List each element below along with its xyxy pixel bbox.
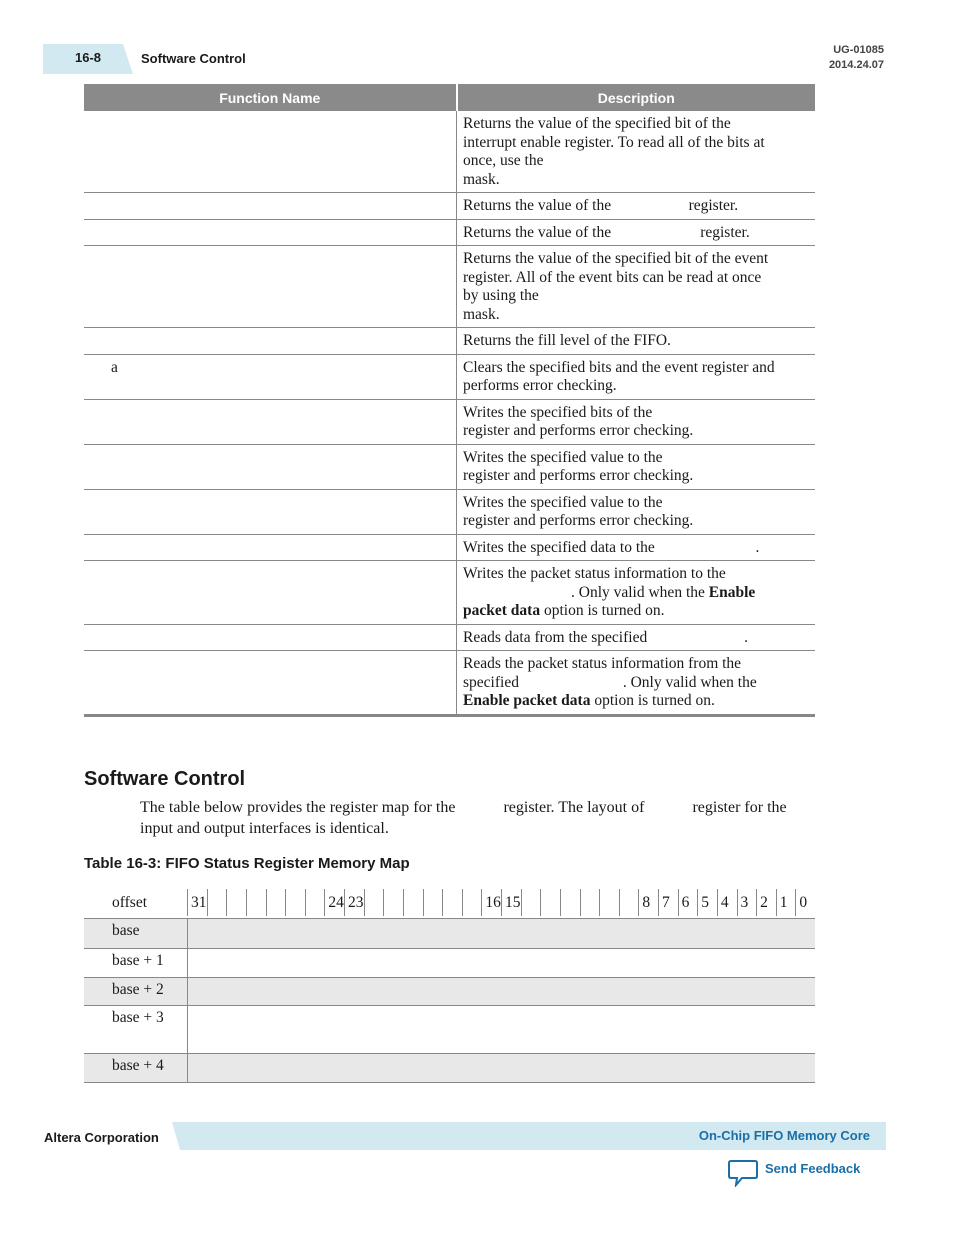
table-row <box>84 561 815 625</box>
description-line: Writes the specified value to the <box>463 448 663 466</box>
register-memory-map <box>84 889 815 1083</box>
description-line: once, use the <box>463 152 544 169</box>
description-line: Returns the value of the register. <box>463 223 750 241</box>
description-cell <box>457 489 816 534</box>
description-cell <box>457 193 816 220</box>
bit-label: 4 <box>720 894 729 911</box>
bit-column-divider <box>776 889 777 916</box>
bit-column-divider <box>599 889 600 916</box>
bit-column-divider <box>481 889 482 916</box>
function-table <box>84 84 815 717</box>
description-line: interrupt enable register. To read all of the bits at <box>463 133 765 151</box>
bit-column-divider <box>756 889 757 916</box>
bit-column-divider <box>383 889 384 916</box>
description-line: mask. <box>463 170 500 188</box>
bit-label: 0 <box>799 894 808 911</box>
bit-column-divider <box>324 889 325 916</box>
bit-label: 16 <box>485 894 501 911</box>
bit-column-divider <box>501 889 502 916</box>
bit-column-divider <box>423 889 424 916</box>
function-name-cell <box>84 534 457 561</box>
description-line: register. All of the event bits can be read at once <box>463 268 762 286</box>
table-row <box>84 534 815 561</box>
bit-label: 6 <box>681 894 690 911</box>
bit-label: 15 <box>505 894 521 911</box>
send-feedback-link[interactable]: Send Feedback <box>765 1161 861 1176</box>
bit-column-divider <box>697 889 698 916</box>
function-name-cell: a <box>84 354 457 399</box>
register-field-cell <box>187 949 699 977</box>
description-line: Returns the value of the specified bit of the event <box>463 250 769 267</box>
bit-column-divider <box>540 889 541 916</box>
paragraph-line: The table below provides the register map for the register. The layout of register for the <box>140 799 787 816</box>
function-name-cell <box>84 489 457 534</box>
register-field-cell <box>187 919 815 948</box>
description-line: Writes the specified value to the <box>463 493 663 511</box>
description-cell <box>457 399 816 444</box>
description-cell <box>457 624 816 651</box>
bit-column-divider <box>226 889 227 916</box>
register-row <box>84 919 815 949</box>
description-cell <box>457 328 816 355</box>
function-name-cell <box>84 111 457 193</box>
page-number: 16-8 <box>75 50 102 65</box>
bit-column-divider <box>344 889 345 916</box>
description-cell: Reads the packet status information from the specified . Only valid when the Enable packet data option is turned on. <box>457 651 816 716</box>
description-line: performs error checking. <box>463 377 617 394</box>
function-name-cell <box>84 624 457 651</box>
description-line: Returns the value of the register. <box>463 197 739 214</box>
register-field-cell <box>187 978 699 1005</box>
feedback-icon[interactable] <box>728 1159 758 1187</box>
table-row <box>84 111 815 193</box>
function-name-cell <box>84 444 457 489</box>
bit-column-divider <box>737 889 738 916</box>
document-id <box>829 43 884 73</box>
table-row <box>84 193 815 220</box>
table-row <box>84 399 815 444</box>
register-field-cell <box>698 949 815 977</box>
running-section-title: Software Control <box>141 51 246 66</box>
bit-column-divider <box>266 889 267 916</box>
bit-column-divider <box>678 889 679 916</box>
bit-column-divider <box>442 889 443 916</box>
description-line: by using the <box>463 287 539 304</box>
column-header-function-name: Function Name <box>84 84 457 111</box>
description-cell <box>457 246 816 328</box>
offset-label: offset <box>112 894 148 911</box>
table-row <box>84 354 815 399</box>
description-line: register and performs error checking. <box>463 422 694 439</box>
table-row <box>84 444 815 489</box>
function-name-cell <box>84 651 457 716</box>
bit-label: 31 <box>191 894 207 911</box>
description-cell <box>457 534 816 561</box>
column-header-description: Description <box>457 84 816 111</box>
bit-column-divider <box>403 889 404 916</box>
company-name: Altera Corporation <box>44 1130 159 1145</box>
description-line: register and performs error checking. <box>463 512 694 529</box>
bit-column-divider <box>305 889 306 916</box>
bit-column-divider <box>187 889 188 916</box>
description-line: Writes the specified bits of the <box>463 403 653 421</box>
offset-cell: base + 4 <box>112 1057 164 1074</box>
section-heading: Software Control <box>84 768 246 790</box>
bit-column-divider <box>795 889 796 916</box>
table-row <box>84 651 815 716</box>
register-row <box>84 949 815 978</box>
bit-column-divider <box>638 889 639 916</box>
bit-label: 5 <box>701 894 709 911</box>
function-name-cell <box>84 219 457 246</box>
table-row <box>84 328 815 355</box>
description-line: mask. <box>463 305 500 323</box>
bit-column-divider <box>658 889 659 916</box>
bit-column-divider <box>560 889 561 916</box>
table-row <box>84 624 815 651</box>
description-line: Returns the fill level of the FIFO. <box>463 332 671 349</box>
register-field-cell <box>698 978 815 1005</box>
bit-column-divider <box>580 889 581 916</box>
description-cell <box>457 219 816 246</box>
description-line: Returns the value of the specified bit of the <box>463 115 731 132</box>
document-title-link[interactable]: On-Chip FIFO Memory Core <box>698 1128 870 1143</box>
offset-cell: base <box>112 922 140 939</box>
description-cell <box>457 444 816 489</box>
function-name-cell <box>84 246 457 328</box>
description-cell <box>457 354 816 399</box>
table-caption: Table 16-3: FIFO Status Register Memory Map <box>84 855 410 872</box>
table-row <box>84 219 815 246</box>
bit-column-divider <box>285 889 286 916</box>
doc-date: 2014.24.07 <box>828 59 884 71</box>
table-row <box>84 246 815 328</box>
function-name-cell <box>84 561 457 625</box>
bit-label: 24 <box>328 894 344 911</box>
bit-column-divider <box>462 889 463 916</box>
register-row <box>84 1054 815 1083</box>
bit-label: 2 <box>760 894 768 911</box>
bit-column-divider <box>246 889 247 916</box>
register-field-cell <box>698 1006 815 1053</box>
doc-id-number: UG-01085 <box>833 44 884 56</box>
function-name-cell <box>84 328 457 355</box>
section-paragraph <box>140 797 860 839</box>
bit-label: 8 <box>642 894 651 911</box>
register-row <box>84 1006 815 1054</box>
table-row <box>84 489 815 534</box>
description-cell <box>457 111 816 193</box>
bit-label: 7 <box>662 894 670 911</box>
bit-column-divider <box>717 889 718 916</box>
description-cell: Writes the packet status information to the . Only valid when the Enable packet data option is turned on. <box>457 561 816 625</box>
offset-cell: base + 1 <box>112 952 164 969</box>
register-row <box>84 978 815 1006</box>
function-name-cell <box>84 193 457 220</box>
bit-header-row <box>84 889 815 919</box>
description-line: register and performs error checking. <box>463 467 694 484</box>
offset-cell: base + 3 <box>112 1009 164 1026</box>
register-field-cell <box>187 1006 699 1053</box>
offset-cell: base + 2 <box>112 981 164 998</box>
description-line: Writes the specified data to the . <box>463 538 760 556</box>
function-name-cell <box>84 399 457 444</box>
bit-column-divider <box>619 889 620 916</box>
bit-column-divider <box>207 889 208 916</box>
paragraph-line: input and output interfaces is identical. <box>140 820 389 837</box>
bit-label: 3 <box>740 894 749 911</box>
description-line: Reads data from the specified . <box>463 628 748 646</box>
bit-label: 23 <box>348 894 364 911</box>
bit-label: 1 <box>779 894 788 911</box>
description-line: Clears the specified bits and the event register and <box>463 358 775 376</box>
register-field-cell <box>187 1054 815 1082</box>
